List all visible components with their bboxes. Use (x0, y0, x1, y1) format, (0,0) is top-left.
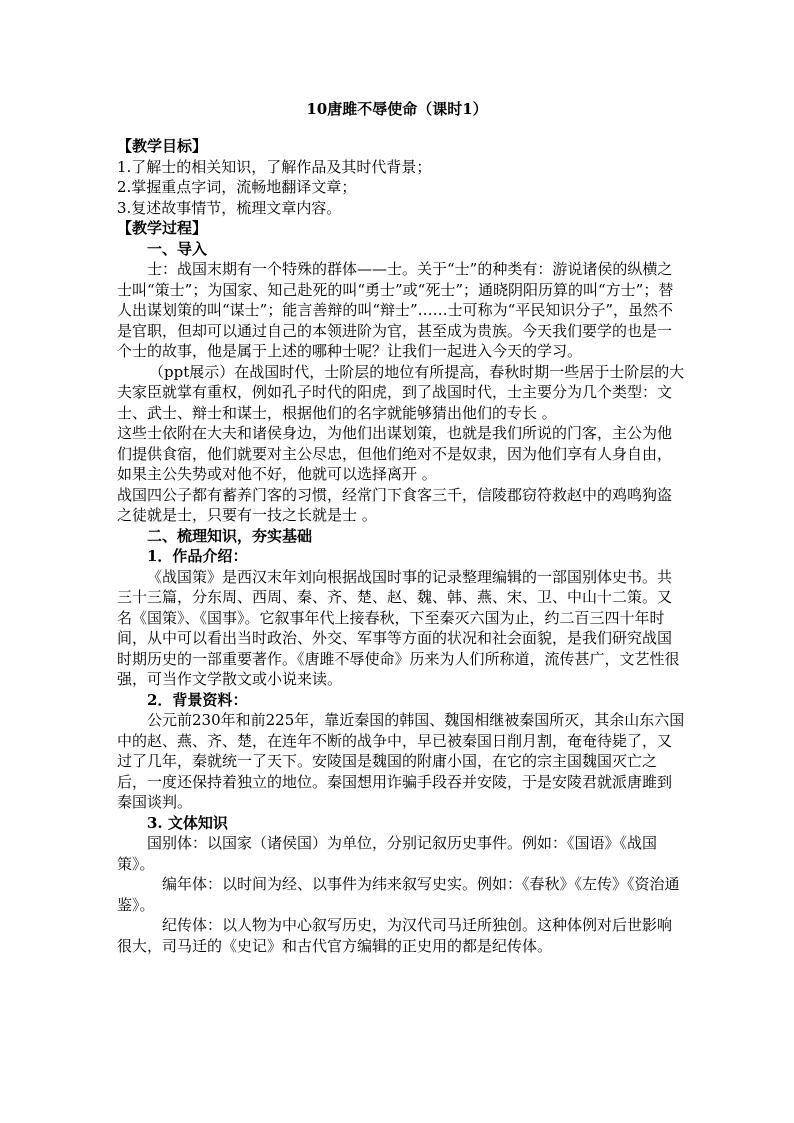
process-heading: 【教学过程】 (117, 219, 208, 237)
goals-heading: 【教学目标】 (117, 137, 208, 155)
document-body (117, 136, 685, 956)
style-paragraph: 国别体：以国家（诸侯国）为单位，分别记叙历史事件。例如：《国语》《战国策》。 (117, 834, 658, 873)
goal-item: 2.掌握重点字词，流畅地翻译文章； (117, 178, 357, 196)
goal-item: 1.了解士的相关知识，了解作品及其时代背景； (117, 157, 432, 176)
intro-paragraph: 士：战国末期有一个特殊的群体——士。关于“士”的种类有：游说诸侯的纵横之士叫“策士”；为国家、知己赴死的叫“勇士”或“死士”；通晓阴阳历算的叫“方士”；替人出谋划策的叫“谋士”；能言善辩的叫“辩士”……士可称为“平民知识分子”，虽然不是官职，但却可以通过自己的本领进阶为官，甚至成为贵族。今天我们要学的也是一个士的故事，他是属于上述的哪种士呢？让我们一起进入今天的学习。 (117, 260, 674, 360)
style-paragraph: 编年体：以时间为经、以事件为纬来叙写史实。例如：《春秋》《左传》《资治通鉴》。 (117, 875, 680, 914)
knowledge-heading: 二、梳理知识，夯实基础 (147, 526, 313, 545)
goal-item: 3.复述故事情节，梳理文章内容。 (117, 198, 342, 217)
style-heading: 3. 文体知识 (147, 813, 228, 832)
work-paragraph: 《战国策》是西汉末年刘向根据战国时事的记录整理编辑的一部国别体史书。共三十三篇，分东周、西周、秦、齐、楚、赵、魏、韩、燕、宋、卫、中山十二策。又名《国策》、《国事》。它叙事年代上接春秋，下至秦灭六国为止，约二百三四十年时间，从中可以看出当时政治、外交、军事等方面的状况和社会面貌，是我们研究战国时期历史的一部重要著作。《唐雎不辱使命》历来为人们所称道，流传甚广，文艺性很强，可当作文学散文或小说来读。 (117, 567, 680, 688)
intro-heading: 一、导入 (147, 239, 208, 258)
work-heading: 1．作品介绍： (147, 547, 248, 565)
intro-paragraph: 战国四公子都有蓄养门客的习惯，经常门下食客三千，信陵郡窃符救赵中的鸡鸣狗盗之徒就是士，只要有一技之长就是士 。 (117, 485, 673, 524)
intro-paragraph: 这些士依附在大夫和诸侯身边，为他们出谋划策，也就是我们所说的门客，主公为他们提供食宿，他们就要对主公尽忠，但他们绝对不是奴隶，因为他们享有人身自由，如果主公失势或对他不好，他就可以选择离开 。 (117, 424, 673, 483)
page-title: 10唐雎不辱使命（课时1） (306, 100, 488, 118)
background-paragraph: 公元前230年和前225年，靠近秦国的韩国、魏国相继被秦国所灭，其余山东六国中的赵、燕、齐、楚，在连年不断的战争中，早已被秦国日削月割，奄奄待毙了，又过了几年，秦就统一了天下。安陵国是魏国的附庸小国，在它的宗主国魏国灭亡之后，一度还保持着独立的地位。秦国想用诈骗手段吞并安陵，于是安陵君就派唐雎到秦国谈判。 (117, 711, 685, 811)
background-heading: 2．背景资料： (147, 690, 248, 709)
intro-paragraph: （ppt展示）在战国时代，士阶层的地位有所提高，春秋时期一些居于士阶层的大夫家臣就掌有重权，例如孔子时代的阳虎，到了战国时代，士主要分为几个类型：文士、武士、辩士和谋士，根据他们的名字就能够猜出他们的专长 。 (117, 362, 685, 422)
style-paragraph: 纪传体：以人物为中心叙写历史，为汉代司马迁所独创。这种体例对后世影响很大，司马迁的《史记》和古代官方编辑的正史用的都是纪传体。 (117, 916, 673, 955)
